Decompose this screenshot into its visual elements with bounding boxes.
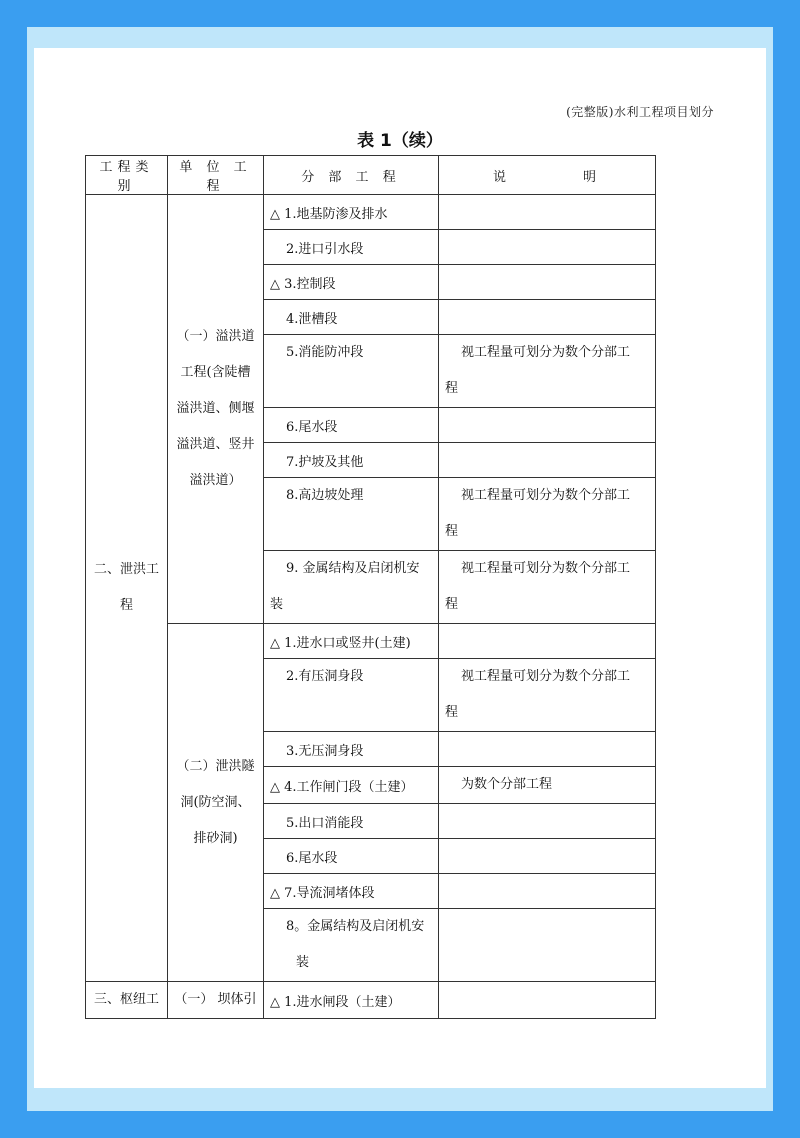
- subunit-cell: 3.无压洞身段: [264, 732, 439, 767]
- note-cell: 为数个分部工程: [439, 767, 656, 804]
- note-cell: 视工程量可划分为数个分部工 程: [439, 551, 656, 624]
- subunit-cell: △ 1.地基防渗及排水: [264, 195, 439, 230]
- project-division-table: [85, 155, 656, 1019]
- table-header-row: [86, 156, 656, 195]
- subunit-cell: △ 1.进水闸段（土建）: [264, 982, 439, 1019]
- note-cell: [439, 982, 656, 1019]
- subunit-cell: △ 3.控制段: [264, 265, 439, 300]
- note-cell: [439, 195, 656, 230]
- note-cell: [439, 443, 656, 478]
- note-cell: [439, 909, 656, 982]
- note-cell: 视工程量可划分为数个分部工 程: [439, 478, 656, 551]
- table-title: 表 1（续）: [357, 131, 443, 151]
- subunit-cell: △ 1.进水口或竖井(土建): [264, 624, 439, 659]
- subunit-cell: 8.高边坡处理: [264, 478, 439, 551]
- subunit-cell: 5.出口消能段: [264, 804, 439, 839]
- header-category: 工程类别: [86, 156, 168, 195]
- header-subunit: 分 部 工 程: [264, 156, 439, 195]
- unit-cell: （一）溢洪道 工程(含陡槽 溢洪道、侧堰 溢洪道、竖井 溢洪道）: [168, 195, 264, 624]
- header-unit: 单 位 工 程: [168, 156, 264, 195]
- note-cell: [439, 300, 656, 335]
- note-cell: 视工程量可划分为数个分部工 程: [439, 335, 656, 408]
- note-cell: [439, 804, 656, 839]
- note-cell: [439, 839, 656, 874]
- note-cell: [439, 265, 656, 300]
- table-row: [86, 624, 656, 659]
- note-cell: 视工程量可划分为数个分部工 程: [439, 659, 656, 732]
- subunit-cell: 5.消能防冲段: [264, 335, 439, 408]
- category-cell: 二、泄洪工 程: [86, 195, 168, 982]
- note-cell: [439, 874, 656, 909]
- subunit-cell: 6.尾水段: [264, 408, 439, 443]
- subunit-cell: △ 4.工作闸门段（土建）: [264, 767, 439, 804]
- subunit-cell: △ 7.导流洞堵体段: [264, 874, 439, 909]
- subunit-cell: 2.进口引水段: [264, 230, 439, 265]
- subunit-cell: 4.泄槽段: [264, 300, 439, 335]
- note-cell: [439, 624, 656, 659]
- subunit-cell: 7.护坡及其他: [264, 443, 439, 478]
- document-header: (完整版)水利工程项目划分: [566, 105, 714, 119]
- header-note: 说 明: [439, 156, 656, 195]
- unit-cell: （一） 坝体引: [168, 982, 264, 1019]
- unit-cell: （二）泄洪隧 洞(防空洞、 排砂洞): [168, 624, 264, 982]
- subunit-cell: 8。金属结构及启闭机安 装: [264, 909, 439, 982]
- note-cell: [439, 230, 656, 265]
- note-cell: [439, 732, 656, 767]
- subunit-cell: 6.尾水段: [264, 839, 439, 874]
- category-cell: 三、枢纽工: [86, 982, 168, 1019]
- subunit-cell: 2.有压洞身段: [264, 659, 439, 732]
- table-row: [86, 195, 656, 230]
- table-row: [86, 982, 656, 1019]
- subunit-cell: 9. 金属结构及启闭机安 装: [264, 551, 439, 624]
- note-cell: [439, 408, 656, 443]
